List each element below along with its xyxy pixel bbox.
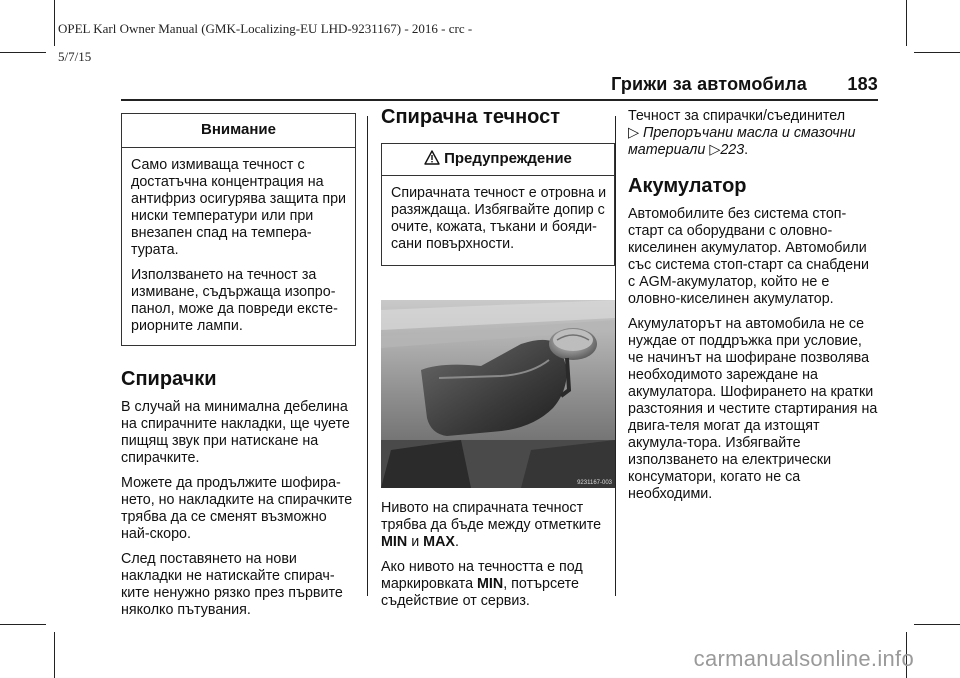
photo-id: 9231167-003 bbox=[577, 480, 612, 486]
min-mark-label: MIN bbox=[381, 534, 408, 550]
brake-fluid-reservoir-photo bbox=[381, 300, 615, 488]
page-number: 183 bbox=[847, 74, 878, 94]
page-reference[interactable]: 223 bbox=[720, 142, 745, 158]
print-metadata-line2: 5/7/15 bbox=[58, 49, 92, 64]
brake-fluid-paragraph-2 bbox=[381, 559, 615, 610]
column-1 bbox=[121, 113, 356, 627]
brakes-paragraph-1: В случай на минимална дебелина на спирачните накладки, ще чуете пищящ звук при натискане на спирачките. bbox=[121, 399, 350, 466]
crop-mark bbox=[914, 52, 960, 53]
column-divider bbox=[367, 116, 368, 596]
column-2 bbox=[381, 106, 615, 618]
caution-box bbox=[121, 113, 356, 346]
period: . bbox=[744, 142, 749, 158]
caution-text-2: Използването на течност за измиване, съдържаща изопро-панол, може да повреди екстe-риорните лампи. bbox=[131, 267, 338, 334]
section-heading-brake-fluid: Спирачна течност bbox=[381, 106, 561, 128]
warning-title-bar bbox=[382, 144, 614, 176]
fluid-type-text: Течност за спирачки/съединител bbox=[628, 108, 846, 124]
min-mark-label: MIN bbox=[477, 576, 504, 592]
crop-mark bbox=[906, 0, 907, 46]
running-header bbox=[611, 74, 878, 95]
crop-mark bbox=[0, 52, 46, 53]
brakes-paragraph-2: Можете да продължите шофира-нето, но накладките на спирачките трябва да се сменят възможно най-скоро. bbox=[121, 475, 353, 542]
warning-title: Предупреждение bbox=[444, 150, 572, 167]
brake-fluid-text: Ако нивото на течността е под маркировката bbox=[381, 559, 583, 592]
crop-mark bbox=[54, 0, 55, 46]
brake-fluid-text: , потърсете съдействие от сервиз. bbox=[381, 576, 579, 609]
period: . bbox=[454, 534, 459, 550]
battery-paragraph-2: Акумулаторът на автомобила не се нуждае от поддръжка при условие, че начинът на шофиране позволява необходимото зареждане на акумулатора. Шофирането на кратки разстояния и честите стартирания на двига-теля могат да изтощят акумула-тора. Избягвайте използването на електрически консуматори, когато не са необходими. bbox=[628, 316, 878, 502]
reference-arrow-icon: ▷ bbox=[628, 125, 639, 141]
warning-text: Спирачната течност е отровна и разяждаща. Избягвайте допир с очите, кожата, тъкани и бояди-сани повърхности. bbox=[391, 185, 607, 252]
print-metadata-line1: OPEL Karl Owner Manual (GMK-Localizing-EU LHD-9231167) - 2016 - crc - bbox=[58, 21, 473, 36]
page-reference-arrow-icon: ▷ bbox=[709, 142, 721, 158]
section-heading-battery: Акумулатор bbox=[628, 175, 747, 197]
section-heading-brakes: Спирачки bbox=[121, 368, 217, 390]
conjunction: и bbox=[407, 534, 424, 550]
caution-text-1: Само измиваща течност с достатъчна концентрация на антифриз осигурява защита при ниски температури или при внезапен спад на темпера-турата. bbox=[131, 157, 347, 258]
column-divider bbox=[615, 116, 616, 596]
brakes-paragraph-3: След поставянето на нови накладки не натискайте спирач-ките ненужно рязко през първите няколко пътувания. bbox=[121, 551, 343, 618]
fluid-type-paragraph bbox=[628, 108, 880, 159]
reservoir-illustration bbox=[381, 300, 615, 488]
crop-mark bbox=[914, 624, 960, 625]
section-title: Грижи за автомобила bbox=[611, 74, 807, 94]
caution-title: Внимание bbox=[122, 114, 355, 148]
battery-paragraph-1: Автомобилите без система стоп-старт са оборудвани с оловно-киселинен акумулатор. Автомобили със система стоп-старт са снабдени с AGM-акумулатор, който не е оловно-киселинен акумулатор. bbox=[628, 206, 870, 307]
warning-box bbox=[381, 143, 615, 266]
max-mark-label: MAX bbox=[423, 534, 455, 550]
header-rule bbox=[121, 99, 878, 101]
lubricants-reference-link[interactable]: Препоръчани масла и смазочни материали bbox=[628, 125, 856, 158]
watermark-link[interactable]: carmanualsonline.info bbox=[693, 646, 914, 671]
column-3 bbox=[628, 108, 880, 511]
brake-fluid-paragraph-1 bbox=[381, 500, 615, 551]
crop-mark bbox=[54, 632, 55, 678]
brake-fluid-text: Нивото на спирачната течност трябва да бъде между отметките bbox=[381, 500, 602, 533]
print-metadata bbox=[58, 8, 472, 78]
crop-mark bbox=[0, 624, 46, 625]
warning-icon bbox=[424, 150, 440, 165]
